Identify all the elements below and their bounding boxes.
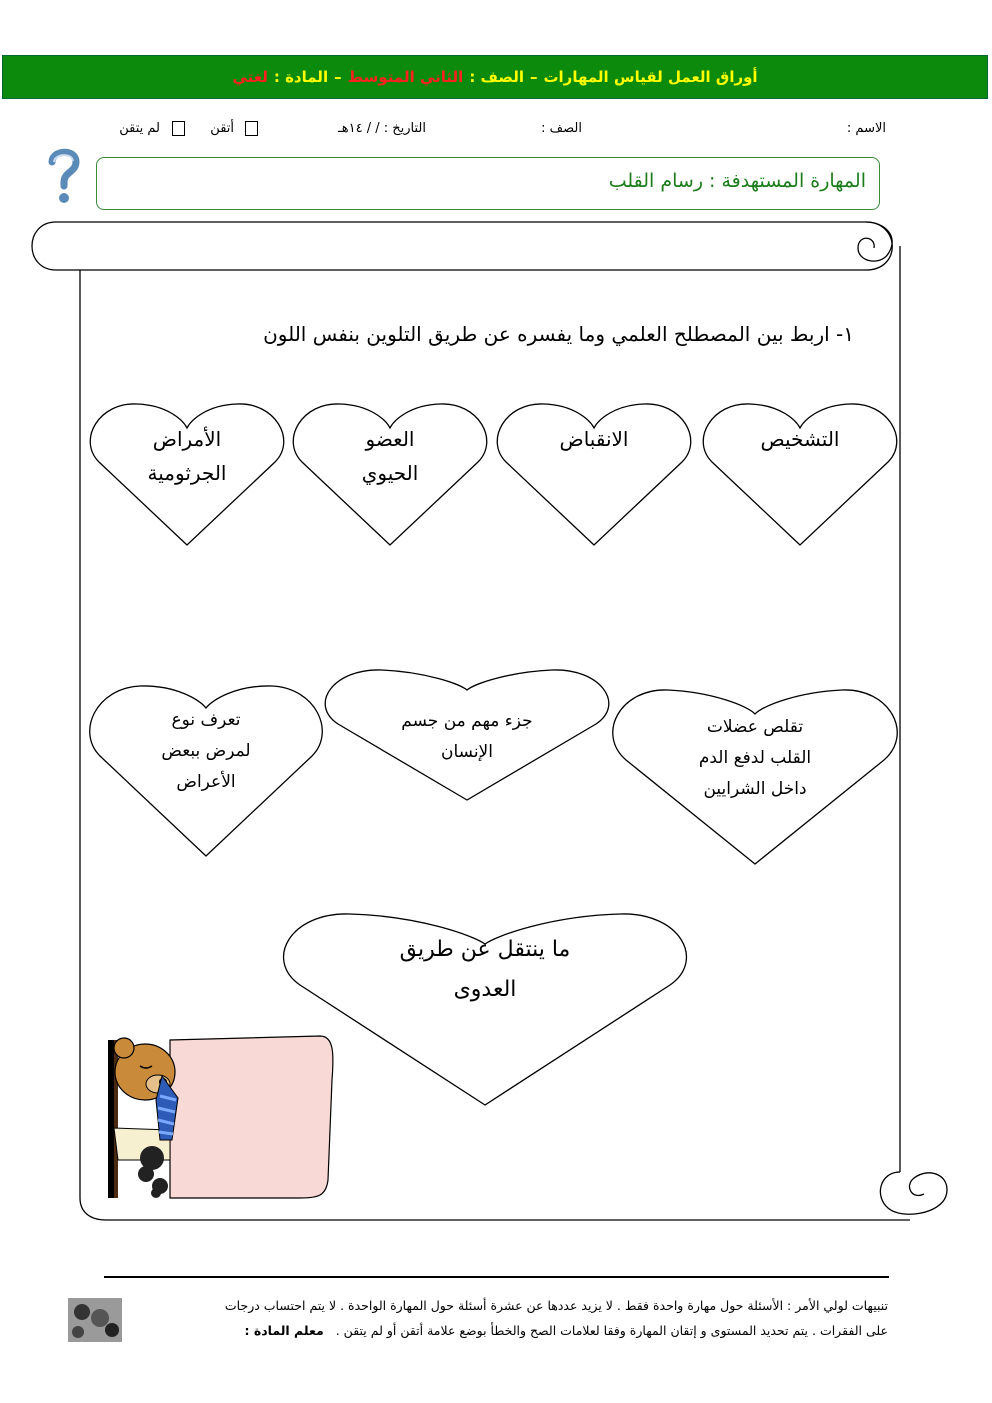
term-2-line-1: الانقباض (559, 427, 629, 451)
term-3-line-2: الحيوي (361, 461, 419, 485)
bottom-definition-line-1: ما ينتقل عن طريق (399, 937, 571, 962)
header-class-value: الثاني المتوسط (347, 68, 464, 86)
definition-1 (670, 712, 840, 805)
footer-image (68, 1298, 122, 1342)
definition-3 (136, 705, 276, 798)
term-3-line-1: العضو (365, 427, 415, 451)
header-separator: – (334, 68, 342, 86)
term-1 (732, 422, 868, 456)
footer-note-text: على الفقرات . يتم تحديد المستوى و إتقان المهارة وفقا لعلامات الصح والخطأ بوضع علامة أتقن أو لم يتقن . (335, 1323, 888, 1338)
header-title: أوراق العمل لقياس المهارات (543, 68, 758, 86)
class-label: الصف : (541, 121, 582, 136)
footer-note-line-1: تنبيهات لولي الأمر : الأسئلة حول مهارة واحدة فقط . لا يزيد عددها عن عشرة أسئلة حول المهارة الواحدة . لا يتم احتساب درجات (224, 1298, 888, 1313)
term-2 (526, 422, 662, 456)
definition-3-line-3: الأعراض (176, 772, 236, 792)
name-label: الاسم : (846, 121, 886, 136)
skill-text: المهارة المستهدفة : رسام القلب (608, 170, 866, 192)
sleeping-bear-picture (108, 1036, 333, 1198)
footer-divider (104, 1276, 889, 1278)
definition-2 (382, 706, 552, 768)
definition-1-line-3: داخل الشرايين (703, 779, 807, 799)
term-4 (119, 422, 255, 490)
term-4-line-1: الأمراض (152, 427, 222, 451)
bottom-definition-line-2: العدوى (453, 977, 517, 1002)
header-subject-value: لغتي (232, 68, 268, 86)
definition-3-line-1: تعرف نوع (171, 710, 241, 730)
term-1-line-1: التشخيص (760, 427, 840, 451)
definition-1-line-1: تقلص عضلات (706, 717, 804, 737)
footer-note-line-2 (245, 1323, 889, 1338)
definition-2-line-2: الإنسان (441, 742, 493, 762)
header-subject-label: المادة : (273, 68, 329, 86)
teacher-label: معلم المادة : (244, 1323, 324, 1338)
bottom-definition (355, 930, 615, 1010)
definition-2-line-1: جزء مهم من جسم (401, 711, 533, 731)
question-text: ١- اربط بين المصطلح العلمي وما يفسره عن طريق التلوين بنفس اللون (263, 322, 854, 346)
term-3 (322, 422, 458, 490)
term-4-line-2: الجرثومية (147, 461, 227, 485)
header-separator: – (529, 68, 538, 86)
mastered-label: أتقن (210, 121, 234, 136)
date-label: التاريخ : / / ١٤هـ (337, 121, 426, 136)
definition-1-line-2: القلب لدفع الدم (698, 748, 812, 768)
not-mastered-label: لم يتقن (119, 121, 160, 136)
definition-3-line-2: لمرض ببعض (161, 741, 251, 761)
header-class-label: الصف : (469, 68, 524, 86)
